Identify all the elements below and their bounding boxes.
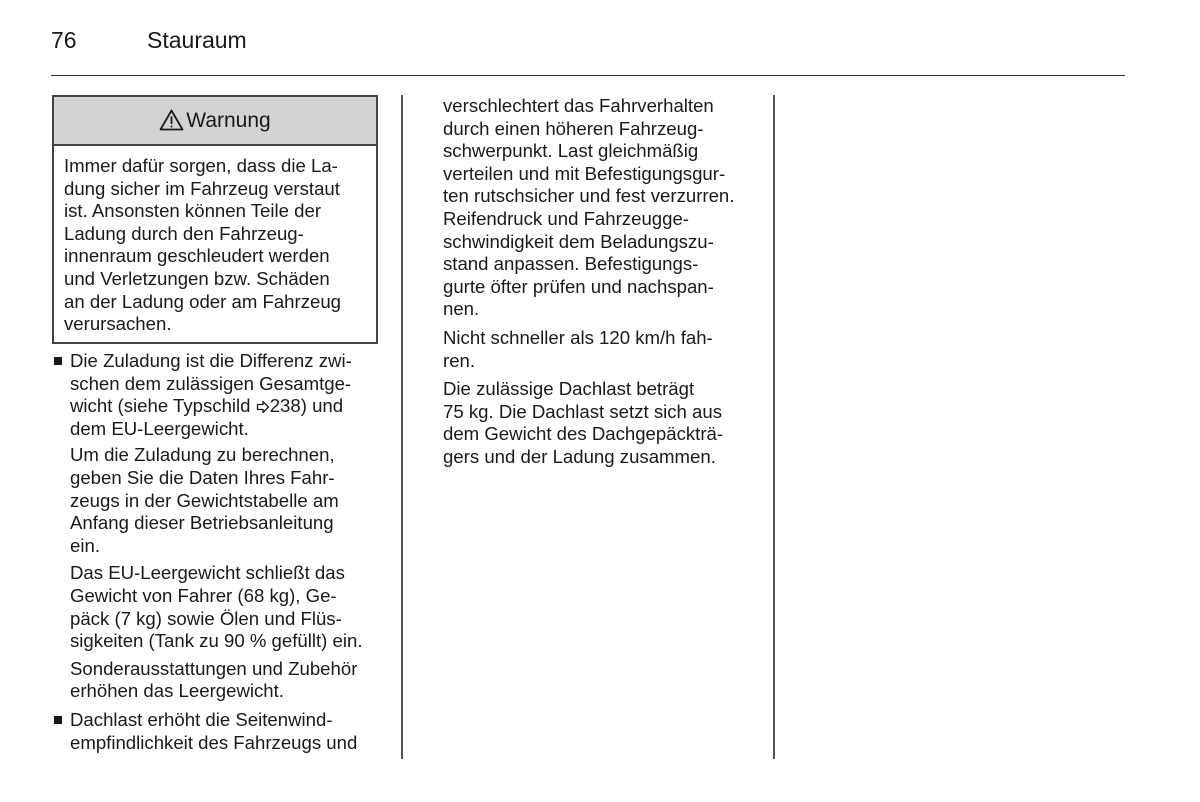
text-fragment: wicht (siehe Typschild — [70, 395, 256, 417]
paragraph-eu-leergewicht — [52, 562, 392, 652]
text-line: gurte öfter prüfen und nachspan- — [443, 275, 714, 297]
text-line: verschlechtert das Fahrverhalten — [443, 95, 714, 116]
warning-line: innenraum geschleudert werden — [64, 245, 330, 267]
text-line: Anfang dieser Betriebsanleitung — [70, 512, 334, 534]
section-title: Stauraum — [147, 27, 247, 53]
warning-line: an der Ladung oder am Fahrzeug — [64, 290, 342, 312]
page-header — [51, 24, 1125, 76]
paragraph-dachlast — [443, 378, 763, 468]
warning-line: Ladung durch den Fahrzeug- — [64, 222, 304, 244]
text-line: Dachlast erhöht die Seitenwind- — [70, 708, 333, 730]
warning-text — [64, 155, 370, 336]
warning-line: dung sicher im Fahrzeug verstaut — [64, 177, 340, 199]
text-line: schen dem zulässigen Gesamtge- — [70, 372, 352, 394]
text-line: Reifendruck und Fahrzeugge- — [443, 207, 689, 229]
text-line: ren. — [443, 349, 476, 371]
text-line: stand anpassen. Befestigungs- — [443, 253, 699, 275]
text-line: geben Sie die Daten Ihres Fahr- — [70, 466, 335, 488]
text-line: Gewicht von Fahrer (68 kg), Ge- — [70, 584, 337, 606]
text-line: päck (7 kg) sowie Ölen und Flüs- — [70, 607, 342, 629]
text-line: verteilen und mit Befestigungsgur- — [443, 162, 726, 184]
text-line: nen. — [443, 298, 480, 320]
column-1 — [52, 350, 392, 754]
text-line: Um die Zuladung zu berechnen, — [70, 444, 335, 466]
text-line: Das EU-Leergewicht schließt das — [70, 562, 345, 584]
text-line-with-reference — [70, 395, 392, 418]
bullet-item-dachlast — [52, 709, 392, 754]
bullet-square-icon — [54, 716, 62, 724]
text-line: sigkeiten (Tank zu 90 % gefüllt) ein. — [70, 630, 363, 652]
paragraph-sonderausstattungen — [52, 658, 392, 703]
warning-line: verursachen. — [64, 313, 172, 335]
text-line: ein. — [70, 534, 100, 556]
text-line: durch einen höheren Fahrzeug- — [443, 117, 704, 139]
text-line: Die zulässige Dachlast beträgt — [443, 378, 695, 400]
text-line: zeugs in der Gewichtstabelle am — [70, 489, 339, 511]
text-line: Die Zuladung ist die Differenz zwi- — [70, 350, 352, 371]
warning-line: und Verletzungen bzw. Schäden — [64, 267, 330, 289]
page-reference-arrow-icon[interactable] — [256, 400, 270, 414]
warning-line: ist. Ansonsten können Teile der — [64, 200, 322, 222]
warning-box — [52, 95, 378, 344]
text-line: erhöhen das Leergewicht. — [70, 680, 284, 702]
text-line: empfindlichkeit des Fahrzeugs und — [70, 731, 358, 753]
column-divider — [401, 95, 403, 759]
text-fragment: ) und — [300, 395, 344, 417]
bullet-item-zuladung — [52, 350, 392, 440]
warning-header — [54, 97, 376, 146]
text-line: ten rutschsicher und fest verzurren. — [443, 185, 735, 207]
text-line: gers und der Ladung zusammen. — [443, 445, 716, 467]
paragraph-fahrverhalten — [443, 95, 763, 321]
text-line: Sonderausstattungen und Zubehör — [70, 657, 358, 679]
text-line: Nicht schneller als 120 km/h fah- — [443, 326, 713, 348]
page-reference-link[interactable]: 238 — [269, 395, 301, 417]
warning-title: Warnung — [186, 108, 271, 132]
text-line: 75 kg. Die Dachlast setzt sich aus — [443, 400, 723, 422]
text-line: schwerpunkt. Last gleichmäßig — [443, 140, 699, 162]
column-divider — [773, 95, 775, 759]
paragraph-zuladung-berechnen — [52, 444, 392, 557]
bullet-square-icon — [54, 357, 62, 365]
paragraph-geschwindigkeit — [443, 327, 763, 372]
text-line: dem EU-Leergewicht. — [70, 417, 249, 439]
text-line: dem Gewicht des Dachgepäckträ- — [443, 423, 724, 445]
page-number: 76 — [51, 27, 77, 53]
column-2 — [443, 95, 763, 472]
warning-line: Immer dafür sorgen, dass die La- — [64, 155, 338, 176]
warning-triangle-icon — [159, 109, 184, 131]
text-line: schwindigkeit dem Beladungszu- — [443, 230, 714, 252]
